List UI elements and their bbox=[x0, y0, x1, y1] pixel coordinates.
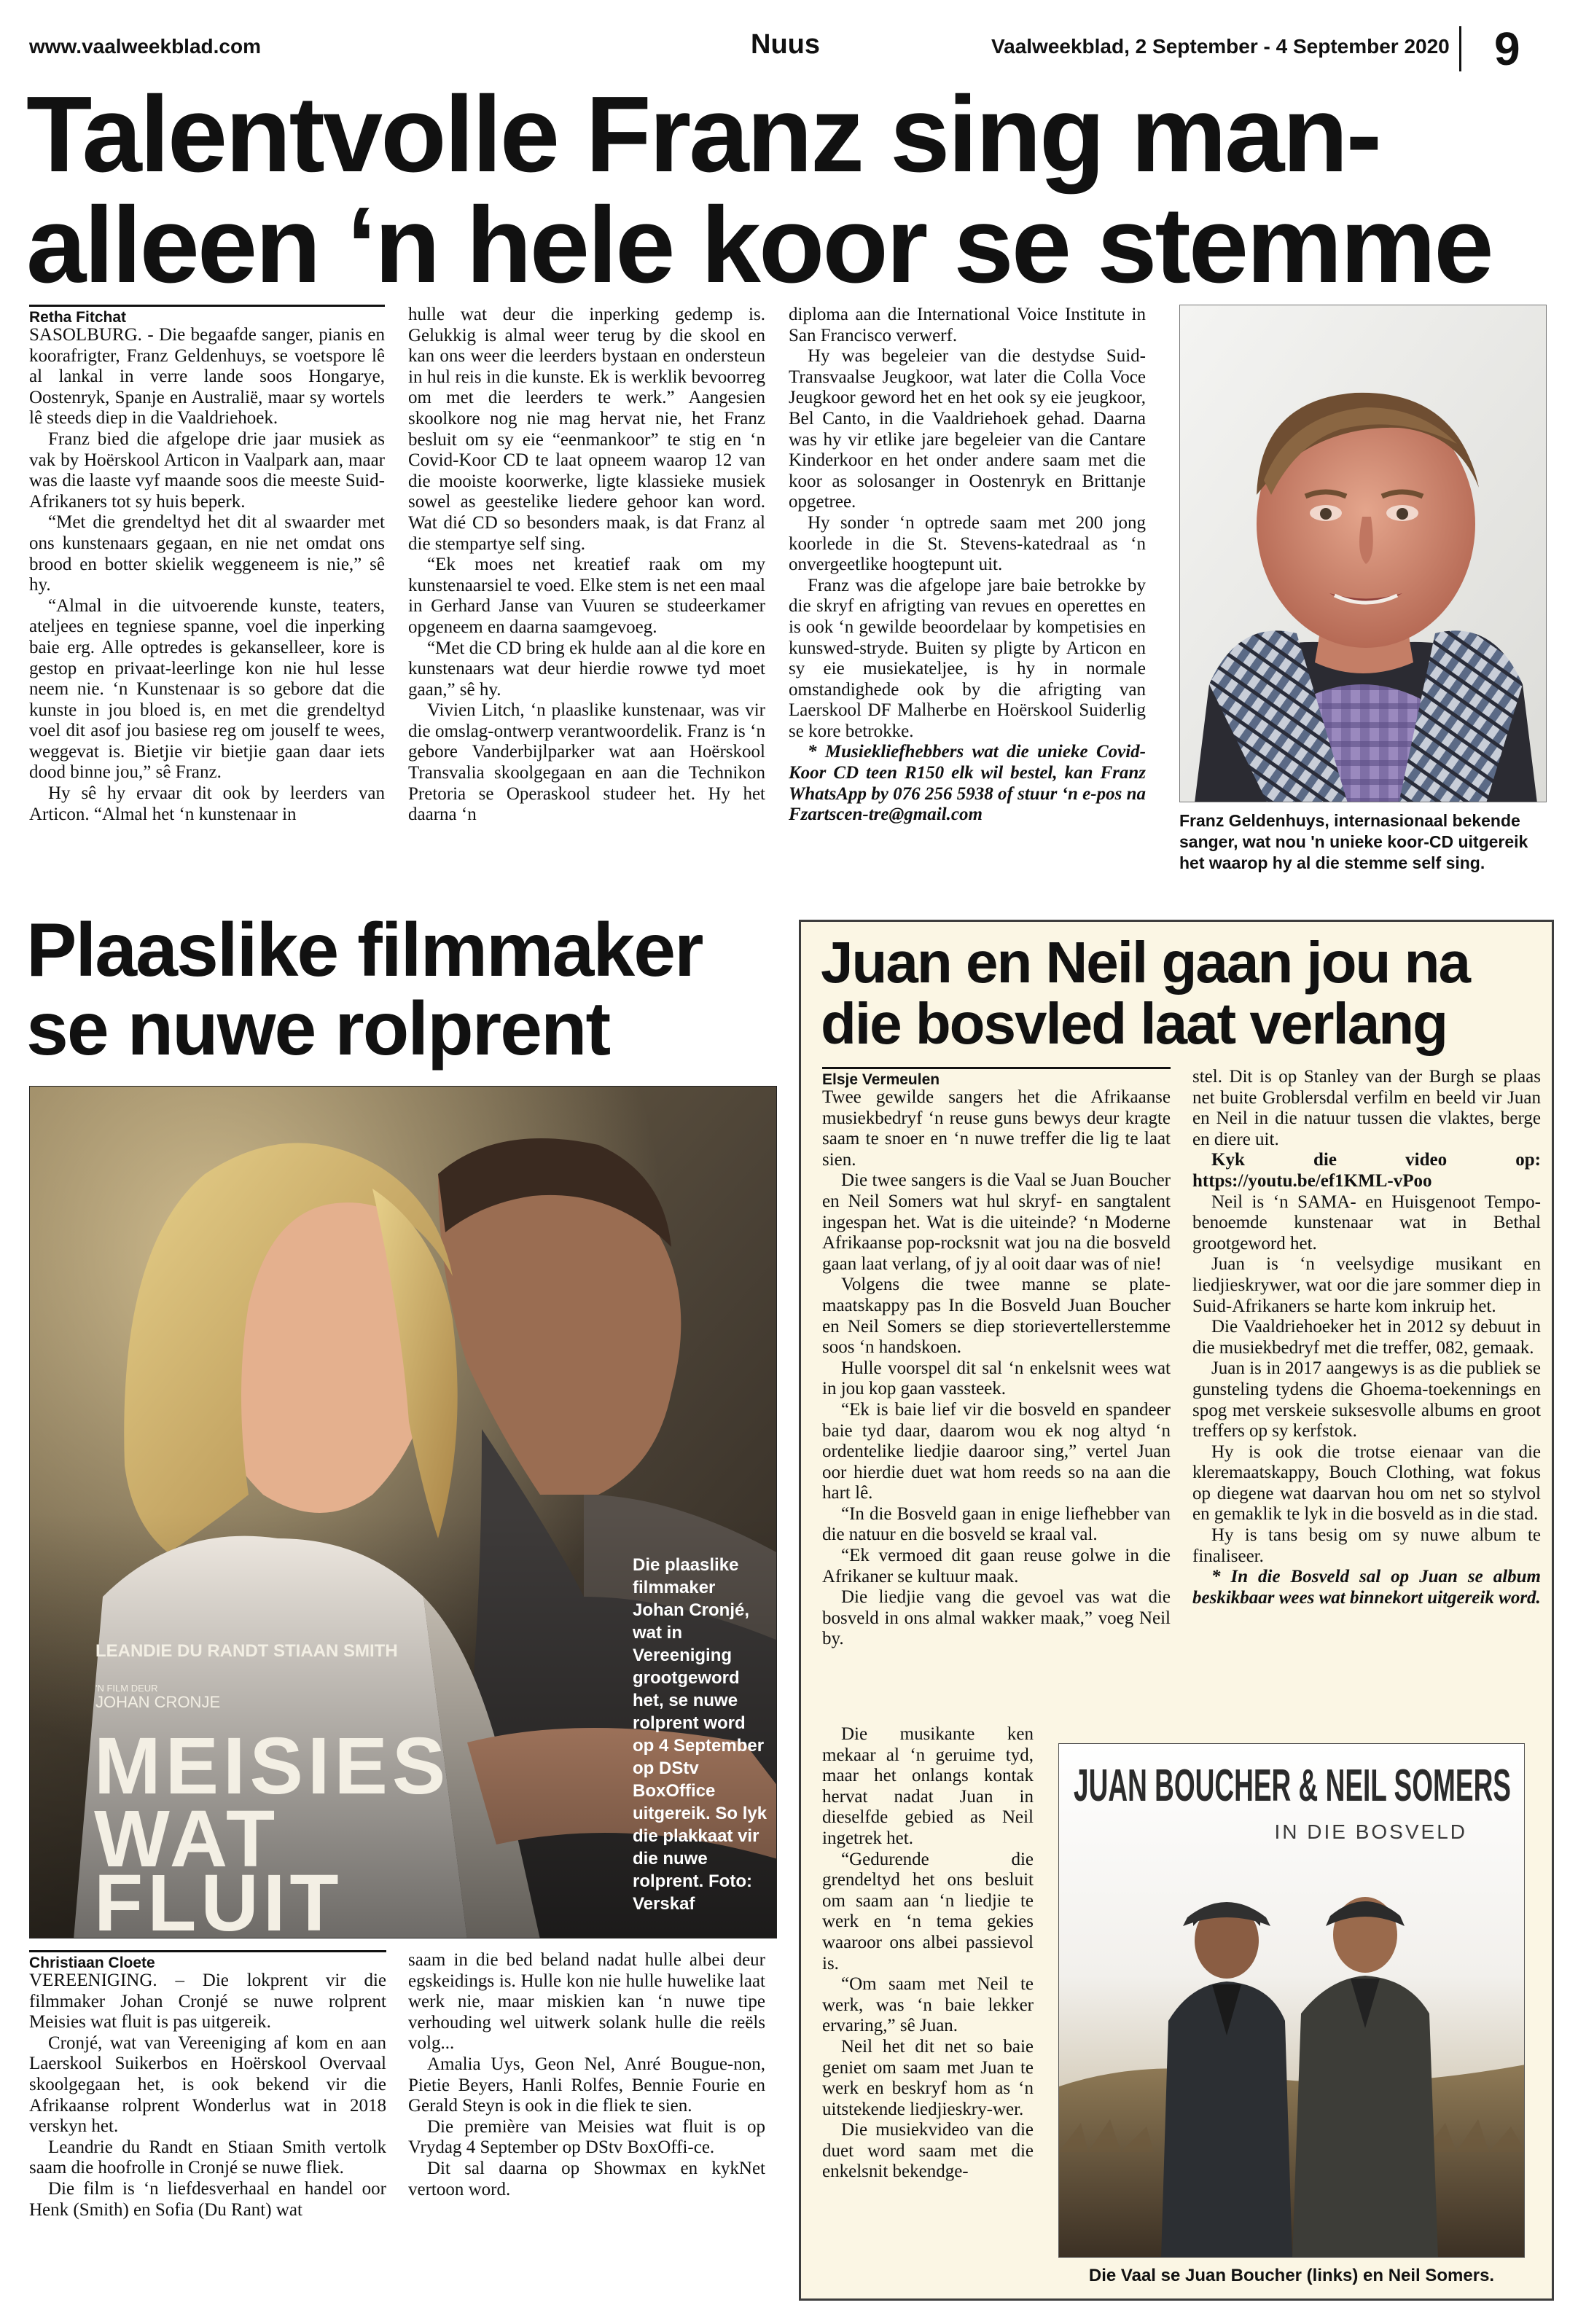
article3-column-2 bbox=[1192, 1067, 1541, 1701]
article2-headline-line1: Plaaslike filmmaker bbox=[26, 908, 703, 993]
paragraph: “Ek vermoed dit gaan reuse golwe in die Afrikaner se kultuur maak. bbox=[822, 1546, 1171, 1586]
article2-column-1 bbox=[29, 1971, 386, 2298]
article2-headline-line2: se nuwe rolprent bbox=[26, 987, 610, 1071]
paragraph: Hulle voorspel dit sal ‘n enkelsnit wees wat in jou kop gaan vassteek. bbox=[822, 1358, 1171, 1399]
issue-date: Vaalweekblad, 2 September - 4 September 2020 bbox=[991, 35, 1450, 58]
album-cover-caption: Die Vaal se Juan Boucher (links) en Neil Somers. bbox=[1088, 2266, 1495, 2285]
album-cover bbox=[1058, 1743, 1525, 2258]
article1-headline-line2: alleen ‘n hele koor se stemme bbox=[26, 185, 1492, 305]
franz-photo-caption: Franz Geldenhuys, internasionaal bekende sanger, wat nou 'n unieke koor-CD uitgereik het waarop hy al die stemme self sing. bbox=[1179, 811, 1528, 872]
paragraph: Franz bied die afgelope drie jaar musiek as vak by Hoërskool Articon in Vaalpark aan, maar was die laaste vyf maande soos die meeste Suid-Afrikaners tot sy huis beperk. bbox=[29, 429, 385, 512]
paragraph: Dit sal daarna op Showmax en kykNet vertoon word. bbox=[408, 2158, 765, 2199]
paragraph: Juan is in 2017 aangewys is as die publiek se gunsteling tydens die Ghoema-toekennings en spog met verskeie suksesvolle albums en groot treffers op sy kerfstok. bbox=[1192, 1358, 1541, 1441]
poster-director-label: 'N FILM DEUR bbox=[95, 1683, 158, 1694]
paragraph: saam in die bed beland nadat hulle albei deur egskeidings is. Hulle kon nie hulle huwelike laat werk nie, maar miskien kan ‘n nuwe tipe verhouding wel uitwerk solank hulle die reëls volg... bbox=[408, 1950, 765, 2054]
section-label: Nuus bbox=[751, 29, 820, 60]
album-cover-image bbox=[1059, 1744, 1525, 2258]
paragraph: SASOLBURG. - Die begaafde sanger, pianis en koorafrigter, Franz Geldenhuys, se voetspore lê al lankal in verre lande soos Hongarye, Oostenryk, Spanje en Australië, maar sy wortels lê steeds diep in die Vaaldriehoek. bbox=[29, 325, 385, 429]
paragraph: “Met die CD bring ek hulde aan al die kore en kunstenaars wat deur hierdie rowwe tyd moet gaan,” sê hy. bbox=[408, 638, 765, 700]
paragraph: stel. Dit is op Stanley van der Burgh se plaas net buite Groblersdal verfilm en beeld vir Juan en Neil in die natuur tussen die vlaktes, berge en diere uit. bbox=[1192, 1067, 1541, 1149]
poster-title-line1: MEISIES bbox=[94, 1721, 450, 1811]
paragraph: hulle wat deur die inperking gedemp is. Gelukkig is almal weer terug by die skool en kan ons weer die leerders bystaan en ondersteun in hul reis in die kunste. Ek is werklik bevoorreg om met die leerders te werk.” Aangesien skoolkore nog nie mag hervat nie, het Franz besluit om sy eie “eenmankoor” te stig en ‘n Covid-Koor CD te laat opneem waarop 12 van die mooiste koorwerke, ligte klassieke musiek sowel as geestelike liedere gehoor kan word. Wat dié CD so besonders maak, is dat Franz al die stempartye self sing. bbox=[408, 305, 765, 554]
paragraph: Juan is ‘n veelsydige musikant en liedjieskrywer, wat oor die jare sommer diep in Suid-Afrikaners se harte kom inkruip het. bbox=[1192, 1254, 1541, 1316]
paragraph: Die première van Meisies wat fluit is op Vrydag 4 September op DStv BoxOffi-ce. bbox=[408, 2116, 765, 2158]
article3-byline: Elsje Vermeulen bbox=[822, 1067, 1171, 1089]
poster-title-line3: FLUIT bbox=[94, 1858, 343, 1938]
poster-caption: Die plaaslike filmmaker Johan Cronjé, wat in Vereeniging grootgeword het, se nuwe rolprent word op 4 September op DStv BoxOffice uitgereik. So lyk die plakkaat vir die nuwe rolprent. Foto: Verskaf bbox=[633, 1555, 767, 1914]
album-cover-subtitle: IN DIE BOSVELD bbox=[1274, 1820, 1467, 1843]
paragraph: “Ek moes net kreatief raak om my kunstenaarsiel te voed. Elke stem is net een maal in Gerhard Janse van Vuuren se studeerkamer opgeneem en daarna saamgevoeg. bbox=[408, 555, 765, 637]
paragraph: Volgens die twee manne se plate-maatskappy pas In die Bosveld Juan Boucher en Neil Somers se diep storievertellerstemme soos ‘n handskoen. bbox=[822, 1275, 1171, 1358]
paragraph: Die liedjie vang die gevoel vas wat die bosveld in ons almal wakker maak,” voeg Neil by. bbox=[822, 1587, 1171, 1649]
paragraph: Vivien Litch, ‘n plaaslike kunstenaar, was vir die omslag-ontwerp verantwoordelik. Franz is ‘n gebore Vanderbijlparker wat aan Hoërskool Transvalia skoolgegaan en aan die Technikon Pretoria se Operaskool studeer het. Hy het daarna ‘n bbox=[408, 700, 765, 825]
paragraph: Amalia Uys, Geon Nel, Anré Bougue-non, Pietie Beyers, Hanli Rolfes, Bennie Fourie en Gerald Steyn is ook in die fliek te sien. bbox=[408, 2054, 765, 2116]
article3-column-1b bbox=[822, 1724, 1034, 2296]
paragraph: Neil is ‘n SAMA- en Huisgenoot Tempo-benoemde kunstenaar wat in Bethal grootgeword het. bbox=[1192, 1192, 1541, 1253]
paragraph: Hy was begeleier van die destydse Suid-Transvaalse Jeugkoor, wat later die Colla Voce Jeugkoor geword het en het ook sy eie jeugkoor, Bel Canto, in die Vaaldriehoek gehad. Daarna was hy vir etlike jare begeleier van die Cantare Kinderkoor en het onder andere saam met die koor as solosanger in Oostenryk en Brittanje opgetree. bbox=[789, 346, 1146, 512]
header-divider bbox=[1459, 26, 1461, 71]
paragraph: “In die Bosveld gaan in enige liefhebber van die natuur en die bosveld se kraal val. bbox=[822, 1503, 1171, 1545]
paragraph: “Ek is baie lief vir die bosveld en spandeer baie tyd daar, daarom wou ek nog altyd ‘n ordentelike liedjie daaroor sing,” vertel Juan oor hierdie duet wat hom reeds so na aan die hart lê. bbox=[822, 1399, 1171, 1503]
article1-column-2 bbox=[408, 305, 765, 901]
article3-column-1 bbox=[822, 1087, 1171, 1718]
paragraph: “Almal in die uitvoerende kunste, teaters, ateljees en tegniese spanne, voel die inperking baie erg. Alle optredes is gekanselleer, kore is gestop en privaat-leerlinge kon nie hul lesse neem nie. ‘n Kunstenaar is so gebore dat die kunste in jou bloed is, en met die grendeltyd voel dit asof jou basiese reg om jouself te wees, weggevat is. Bietjie vir bietjie gaan daar iets dood binne jou,” sê Franz. bbox=[29, 595, 385, 783]
paragraph: Die twee sangers is die Vaal se Juan Boucher en Neil Somers wat hul skryf- en sangtalent ingespan het. Wat is die uiteinde? ‘n Moderne Afrikaanse pop-rocksnit wat jou na die bosveld gaan laat verlang, of jy al ooit daar was of nie! bbox=[822, 1170, 1171, 1274]
paragraph: Hy sonder ‘n optrede saam met 200 jong koorlede in die St. Stevens-katedraal as ‘n onvergeetlike hoogtepunt uit. bbox=[789, 512, 1146, 575]
article1-byline: Retha Fitchat bbox=[29, 305, 385, 326]
video-link[interactable]: Kyk die video op: https://youtu.be/ef1KML-vPoo bbox=[1192, 1150, 1541, 1191]
paragraph: Franz was die afgelope jare baie betrokke by die skryf en afrigting van revues en operettes en is ook ‘n gewilde beoordelaar by kompetisies en kunswed-stryde. Buiten sy pligte by Articon en sy eie musiekateljee, is hy in normale omstandighede ook by die afrigting van Laerskool DF Malherbe en Hoërskool Suiderlig se kore betrokke. bbox=[789, 575, 1146, 741]
article3-headline-line2: die bosvled laat verlang bbox=[821, 991, 1447, 1056]
paragraph: Neil het dit net so baie geniet om saam met Juan te werk en beskryf hom as ‘n uitstekende liedjieskry-wer. bbox=[822, 2036, 1034, 2119]
paragraph: “Om saam met Neil te werk, was ‘n baie lekker ervaring,” sê Juan. bbox=[822, 1974, 1034, 2036]
paragraph: Die musikante ken mekaar al ‘n geruime tyd, maar het onlangs kontak hervat nadat Juan in dieselfde gebied as Neil ingetrek het. bbox=[822, 1724, 1034, 1848]
article1-column-1 bbox=[29, 325, 385, 901]
paragraph: Hy is ook die trotse eienaar van die kleremaatskappy, Bouch Clothing, wat fokus op diegene wat daarvan hou om net so stylvol en gemaklik te lyk in die bosveld as in die stad. bbox=[1192, 1441, 1541, 1525]
article2-column-2 bbox=[408, 1950, 765, 2298]
paragraph: Hy sê hy ervaar dit ook by leerders van Articon. “Almal het ‘n kunstenaar in bbox=[29, 783, 385, 824]
article1-headline-line1: Talentvolle Franz sing man- bbox=[26, 74, 1380, 195]
franz-portrait-image bbox=[1180, 305, 1547, 802]
paragraph: diploma aan die International Voice Institute in San Francisco verwerf. bbox=[789, 305, 1146, 345]
paragraph: Twee gewilde sangers het die Afrikaanse musiekbedryf ‘n reuse guns bewys deur kragte saam te snoer en ‘n nuwe treffer die lig te laat sien. bbox=[822, 1087, 1171, 1170]
franz-photo bbox=[1179, 305, 1547, 802]
order-note: * Musiekliefhebbers wat die unieke Covid-Koor CD teen R150 elk wil bestel, kan Franz WhatsApp by 076 256 5938 of stuur ‘n e-pos na Fzartscen-tre@gmail.com bbox=[789, 742, 1146, 825]
article1-column-3 bbox=[789, 305, 1146, 901]
paragraph: Leandrie du Randt en Stiaan Smith vertolk saam die hoofrolle in Cronjé se nuwe fliek. bbox=[29, 2137, 386, 2178]
poster-actors: LEANDIE DU RANDT STIAAN SMITH bbox=[95, 1641, 398, 1661]
paragraph: Die film is ‘n liefdesverhaal en handel oor Henk (Smith) en Sofia (Du Rant) wat bbox=[29, 2178, 386, 2220]
article2-byline: Christiaan Cloete bbox=[29, 1950, 386, 1972]
paragraph: Hy is tans besig om sy nuwe album te finaliseer. bbox=[1192, 1525, 1541, 1566]
site-url: www.vaalweekblad.com bbox=[29, 35, 261, 58]
album-cover-title: JUAN BOUCHER & NEIL SOMERS bbox=[1074, 1761, 1511, 1811]
article3-headline-line1: Juan en Neil gaan jou na bbox=[821, 930, 1469, 995]
poster-director: JOHAN CRONJE bbox=[95, 1693, 221, 1711]
paragraph: Die Vaaldriehoeker het in 2012 sy debuut in die musiekbedryf met die treffer, 082, gemaak. bbox=[1192, 1317, 1541, 1358]
paragraph: “Gedurende die grendeltyd het ons besluit om saam aan ‘n liedjie te werk en ‘n tema gekies waaroor ons albei passievol is. bbox=[822, 1849, 1034, 1973]
album-note: * In die Bosveld sal op Juan se album beskikbaar wees wat binnekort uitgereik word. bbox=[1192, 1567, 1541, 1608]
paragraph: VEREENIGING. – Die lokprent vir die filmmaker Johan Cronjé se nuwe rolprent Meisies wat fluit is pas uitgereik. bbox=[29, 1971, 386, 2032]
paragraph: Die musiekvideo van die duet word saam met die enkelsnit bekendge- bbox=[822, 2120, 1034, 2182]
page-number: 9 bbox=[1494, 23, 1520, 75]
paragraph: Cronjé, wat van Vereeniging af kom en aan Laerskool Suikerbos en Hoërskool Overvaal skoolgegaan het, is ook bekend vir die Afrikaanse rolprent Wonderlus wat in 2018 verskyn het. bbox=[29, 2032, 386, 2137]
poster-title-line2: WAT bbox=[94, 1794, 280, 1884]
paragraph: “Met die grendeltyd het dit al swaarder met ons kunstenaars gegaan, en nie net omdat ons brood en botter skielik weggeneem is nie,” sê hy. bbox=[29, 512, 385, 595]
